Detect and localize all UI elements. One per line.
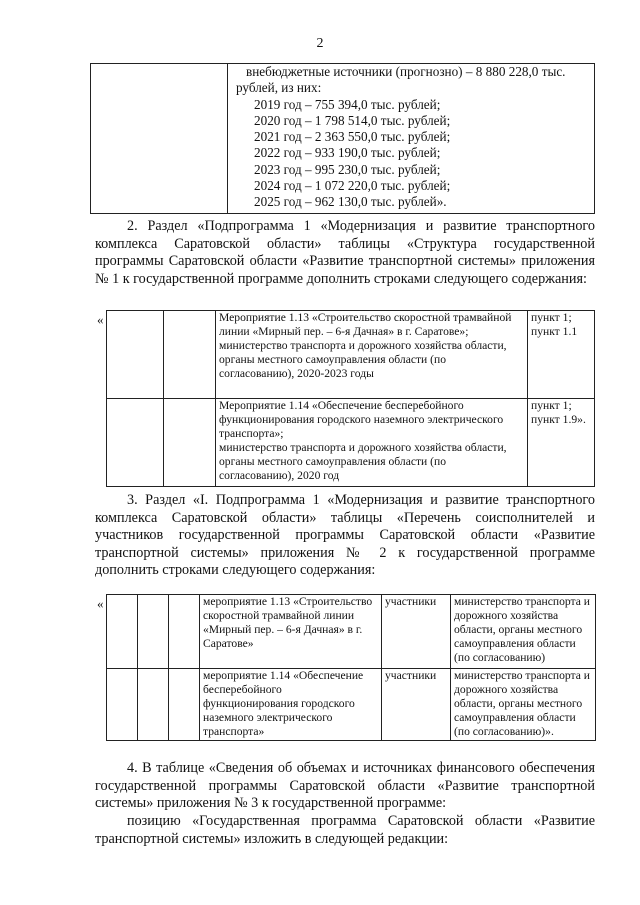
points-cell: пункт 1; пункт 1.1 bbox=[528, 311, 595, 399]
funding-line: 2020 год – 1 798 514,0 тыс. рублей; bbox=[254, 112, 451, 128]
page-number: 2 bbox=[316, 36, 324, 51]
funding-line: рублей, из них: bbox=[236, 80, 322, 96]
section-4-position-paragraph: позицию «Государственная программа Саратовской области «Развитие транспортной системы» изложить в следующей редакции: bbox=[95, 813, 595, 847]
funding-line: 2022 год – 933 190,0 тыс. рублей; bbox=[254, 145, 441, 161]
funding-line: 2019 год – 755 394,0 тыс. рублей; bbox=[254, 96, 441, 112]
funding-table bbox=[90, 63, 595, 214]
structure-table bbox=[106, 310, 595, 487]
funding-line: внебюджетные источники (прогнозно) – 8 880 228,0 тыс. bbox=[246, 64, 566, 79]
empty-cell bbox=[107, 311, 164, 399]
table-row bbox=[107, 311, 595, 399]
role-cell: участники bbox=[382, 669, 451, 741]
funding-line: 2024 год – 1 072 220,0 тыс. рублей; bbox=[254, 178, 451, 194]
funding-line: 2023 год – 995 230,0 тыс. рублей; bbox=[254, 161, 441, 177]
empty-cell bbox=[107, 669, 138, 741]
empty-cell bbox=[107, 595, 138, 669]
section-4-paragraph: 4. В таблице «Сведения об объемах и источниках финансового обеспечения государственной программы Саратовской области «Развитие транспортной системы» приложения № 3 к государственной программе: bbox=[95, 760, 595, 811]
table-row bbox=[107, 669, 596, 741]
table2-open-quote: « bbox=[97, 312, 104, 327]
funding-table-empty-cell bbox=[91, 64, 228, 214]
empty-cell bbox=[138, 595, 169, 669]
section-2-paragraph: 2. Раздел «Подпрограмма 1 «Модернизация и развитие транспортного комплекса Саратовской области» таблицы «Структура государственной программы Саратовской области «Развитие транспортной системы» приложения № 1 к государственной программе дополнить строками следующего содержания: bbox=[95, 218, 595, 287]
measure-cell: мероприятие 1.14 «Обеспечение бесперебойного функционирования городского наземного электрического транспорта» bbox=[200, 669, 382, 741]
funding-table-content bbox=[228, 64, 595, 214]
empty-cell bbox=[138, 669, 169, 741]
measure-cell bbox=[216, 311, 528, 399]
org-cell: министерство транспорта и дорожного хозяйства области, органы местного самоуправления области (по согласованию) bbox=[451, 595, 596, 669]
table-row bbox=[107, 399, 595, 487]
table3-open-quote: « bbox=[97, 596, 104, 611]
table-row bbox=[107, 595, 596, 669]
empty-cell bbox=[164, 399, 216, 487]
measure-title: Мероприятие 1.14 «Обеспечение бесперебойного функционирования городского наземного электрического транспорта»; bbox=[219, 399, 504, 440]
measure-executors: министерство транспорта и дорожного хозяйства области, органы местного самоуправления области (по согласованию), 2020 год bbox=[219, 441, 507, 482]
measure-title: Мероприятие 1.13 «Строительство скоростной трамвайной линии «Мирный пер. – 6-я Дачная» в г. Саратове»; bbox=[219, 311, 512, 338]
measure-executors: министерство транспорта и дорожного хозяйства области, органы местного самоуправления области (по согласованию), 2020-2023 годы bbox=[219, 339, 507, 380]
participants-table bbox=[106, 594, 596, 741]
empty-cell bbox=[107, 399, 164, 487]
measure-cell bbox=[216, 399, 528, 487]
funding-line: 2021 год – 2 363 550,0 тыс. рублей; bbox=[254, 129, 451, 145]
org-cell: министерство транспорта и дорожного хозяйства области, органы местного самоуправления области (по согласованию)». bbox=[451, 669, 596, 741]
section-3-paragraph: 3. Раздел «I. Подпрограмма 1 «Модернизация и развитие транспортного комплекса Саратовской области» таблицы «Перечень соисполнителей и участников государственной программы Саратовской области «Развитие транспортной системы» приложения № 2 к государственной программе дополнить строками следующего содержания: bbox=[95, 492, 595, 578]
points-cell: пункт 1; пункт 1.9». bbox=[528, 399, 595, 487]
funding-line: 2025 год – 962 130,0 тыс. рублей». bbox=[254, 194, 447, 210]
empty-cell bbox=[164, 311, 216, 399]
empty-cell bbox=[169, 669, 200, 741]
measure-cell: мероприятие 1.13 «Строительство скоростной трамвайной линии «Мирный пер. – 6-я Дачная» в г. Саратове» bbox=[200, 595, 382, 669]
role-cell: участники bbox=[382, 595, 451, 669]
empty-cell bbox=[169, 595, 200, 669]
